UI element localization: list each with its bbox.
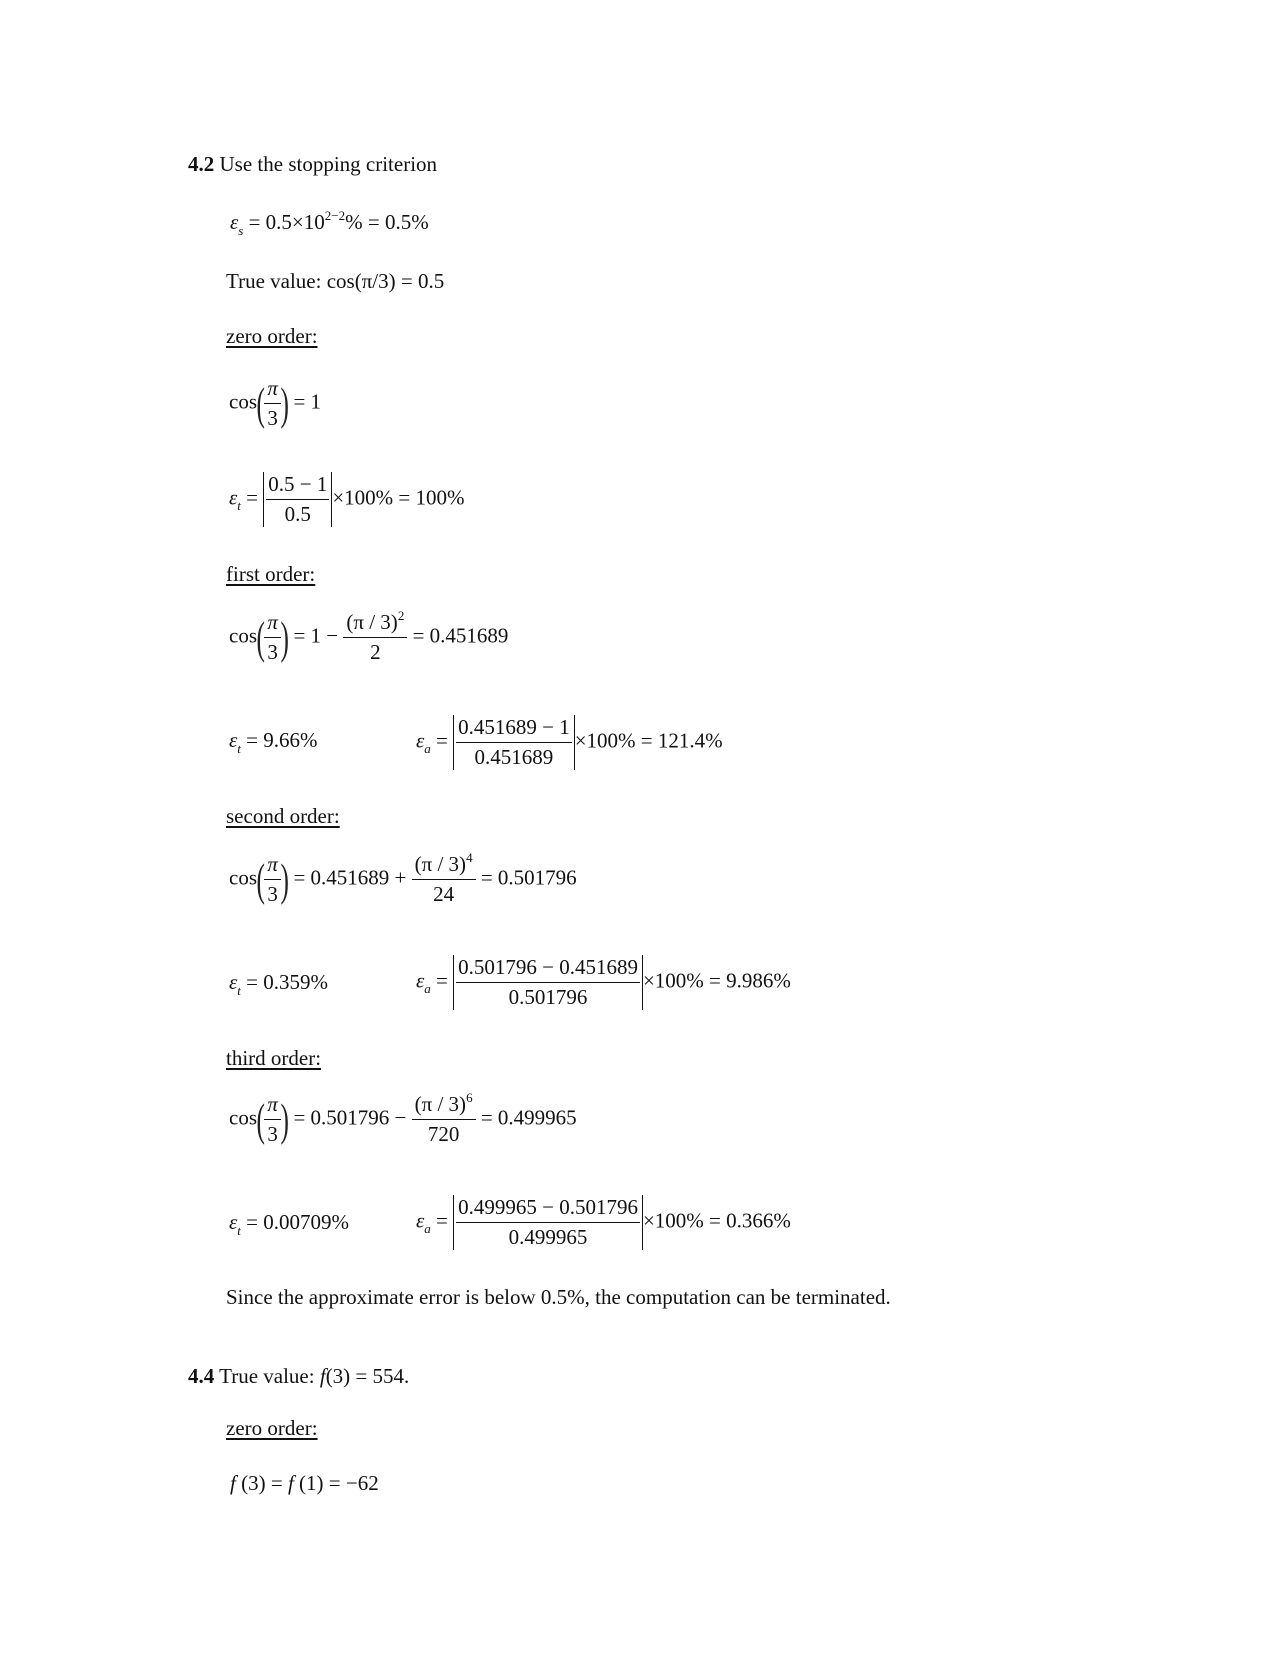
epsilon-sub: t — [237, 741, 241, 756]
stop-rest: % = 0.5% — [345, 210, 429, 234]
f-symbol: f — [230, 1471, 236, 1495]
epsilon-symbol: ε — [416, 1208, 425, 1233]
abs-numerator: 0.501796 − 0.451689 — [456, 957, 640, 983]
stop-eq-text: = 0.5×10 — [243, 210, 325, 234]
true-error-value: = 0.359% — [246, 970, 328, 994]
rhs-value: = 1 — [293, 389, 322, 414]
pi-symbol: π — [264, 378, 281, 404]
abs-numerator: 0.499965 − 0.501796 — [456, 1197, 640, 1223]
right-paren-icon: ) — [280, 377, 289, 429]
second-order-cos-eq — [229, 850, 577, 906]
epsilon-symbol: ε — [229, 728, 238, 752]
epsilon-sub: t — [237, 983, 241, 998]
right-paren-icon: ) — [280, 1093, 289, 1145]
epsilon-symbol: ε — [416, 728, 425, 753]
first-order-cos-eq — [229, 608, 509, 664]
zero-order-cos-eq — [229, 378, 321, 429]
pi-symbol: π — [264, 612, 281, 638]
left-paren-icon: ( — [256, 1093, 265, 1145]
abs-denominator: 0.499965 — [508, 1225, 588, 1249]
abs-numerator: 0.5 − 1 — [266, 474, 329, 500]
p44-zero-order-label: zero order: — [226, 1416, 318, 1440]
eq-sign: = — [240, 485, 258, 510]
problem-4-2-heading — [188, 154, 437, 175]
error-result: ×100% = 0.366% — [642, 1208, 791, 1233]
problem-4-4-heading — [188, 1366, 409, 1387]
first-order-approx-error — [416, 715, 723, 770]
error-result: ×100% = 121.4% — [574, 728, 723, 753]
third-order-approx-error — [416, 1195, 791, 1250]
epsilon-sub: a — [424, 1221, 431, 1237]
frac-denominator: 720 — [427, 1122, 460, 1146]
left-paren-icon: ( — [256, 377, 265, 429]
epsilon-sub: a — [424, 981, 431, 997]
third-order-true-error — [229, 1210, 349, 1238]
third-order-cos-eq — [229, 1090, 577, 1146]
cos-text: cos — [229, 389, 257, 414]
epsilon-sub: t — [237, 498, 241, 514]
eq-sign: = — [430, 728, 448, 753]
epsilon-sub: s — [238, 223, 244, 238]
true-error-value: = 9.66% — [246, 728, 318, 752]
eq-sign: = — [430, 1208, 448, 1233]
abs-denominator: 0.451689 — [474, 745, 554, 769]
denominator: 3 — [267, 882, 278, 906]
frac-exponent: 2 — [397, 608, 405, 623]
f-symbol: f — [287, 1471, 294, 1495]
third-order-label: third order: — [226, 1046, 322, 1070]
stop-exponent: 2−2 — [324, 208, 346, 223]
error-result: ×100% = 9.986% — [642, 968, 791, 993]
frac-numerator: (π / 3) — [346, 610, 398, 634]
eq-sign: = — [430, 968, 448, 993]
eq-mid: (3) = — [235, 1471, 288, 1495]
denominator: 3 — [267, 640, 278, 664]
epsilon-sub: t — [237, 1223, 241, 1238]
denominator: 3 — [267, 406, 278, 430]
pi-symbol: π — [264, 1094, 281, 1120]
epsilon-symbol: ε — [229, 970, 238, 994]
stopping-criterion-eq — [230, 208, 429, 238]
abs-denominator: 0.501796 — [508, 985, 588, 1009]
error-result: ×100% = 100% — [332, 485, 465, 510]
cos-text: cos — [229, 865, 257, 890]
mid-text: = 1 − — [293, 623, 339, 648]
left-paren-icon: ( — [256, 853, 265, 905]
first-order-true-error — [229, 728, 318, 756]
second-order-true-error — [229, 970, 328, 998]
denominator: 3 — [267, 1122, 278, 1146]
rhs-value: = 0.501796 — [480, 865, 577, 890]
f-symbol: f — [319, 1364, 326, 1388]
zero-order-label: zero order: — [226, 324, 318, 348]
eq-rest: (1) = −62 — [293, 1471, 379, 1495]
rhs-value: = 0.499965 — [480, 1105, 577, 1130]
true-error-value: = 0.00709% — [246, 1210, 349, 1234]
second-order-approx-error — [416, 955, 791, 1010]
mid-text: = 0.501796 − — [293, 1105, 407, 1130]
abs-numerator: 0.451689 − 1 — [456, 717, 572, 743]
zero-order-error-eq — [229, 472, 465, 527]
pi-symbol: π — [264, 854, 281, 880]
p44-zero-order-eq — [230, 1473, 379, 1494]
first-order-label: first order: — [226, 562, 316, 586]
problem-number: 4.4 — [188, 1364, 215, 1388]
epsilon-symbol: ε — [416, 968, 425, 993]
true-value-line: True value: cos(π/3) = 0.5 — [226, 269, 445, 293]
frac-denominator: 24 — [433, 882, 455, 906]
right-paren-icon: ) — [280, 853, 289, 905]
cos-text: cos — [229, 623, 257, 648]
frac-exponent: 4 — [466, 850, 473, 865]
rhs-value: = 0.451689 — [412, 623, 509, 648]
frac-numerator: (π / 3) — [414, 1092, 467, 1116]
mid-text: = 0.451689 + — [293, 865, 407, 890]
abs-denominator: 0.5 — [284, 502, 311, 526]
problem-number: 4.2 — [188, 152, 215, 176]
right-paren-icon: ) — [280, 611, 289, 663]
frac-denominator: 2 — [370, 640, 381, 664]
epsilon-symbol: ε — [230, 210, 239, 234]
heading-text: Use the stopping criterion — [214, 152, 438, 176]
frac-exponent: 6 — [466, 1090, 473, 1105]
epsilon-symbol: ε — [229, 1210, 238, 1234]
conclusion-text: Since the approximate error is below 0.5%, the computation can be terminated. — [226, 1285, 891, 1309]
cos-text: cos — [229, 1105, 257, 1130]
epsilon-sub: a — [424, 741, 431, 757]
epsilon-symbol: ε — [229, 485, 238, 510]
heading-rest: (3) = 554. — [325, 1364, 410, 1388]
left-paren-icon: ( — [256, 611, 265, 663]
frac-numerator: (π / 3) — [414, 852, 467, 876]
second-order-label: second order: — [226, 804, 340, 828]
heading-text: True value: — [214, 1364, 320, 1388]
